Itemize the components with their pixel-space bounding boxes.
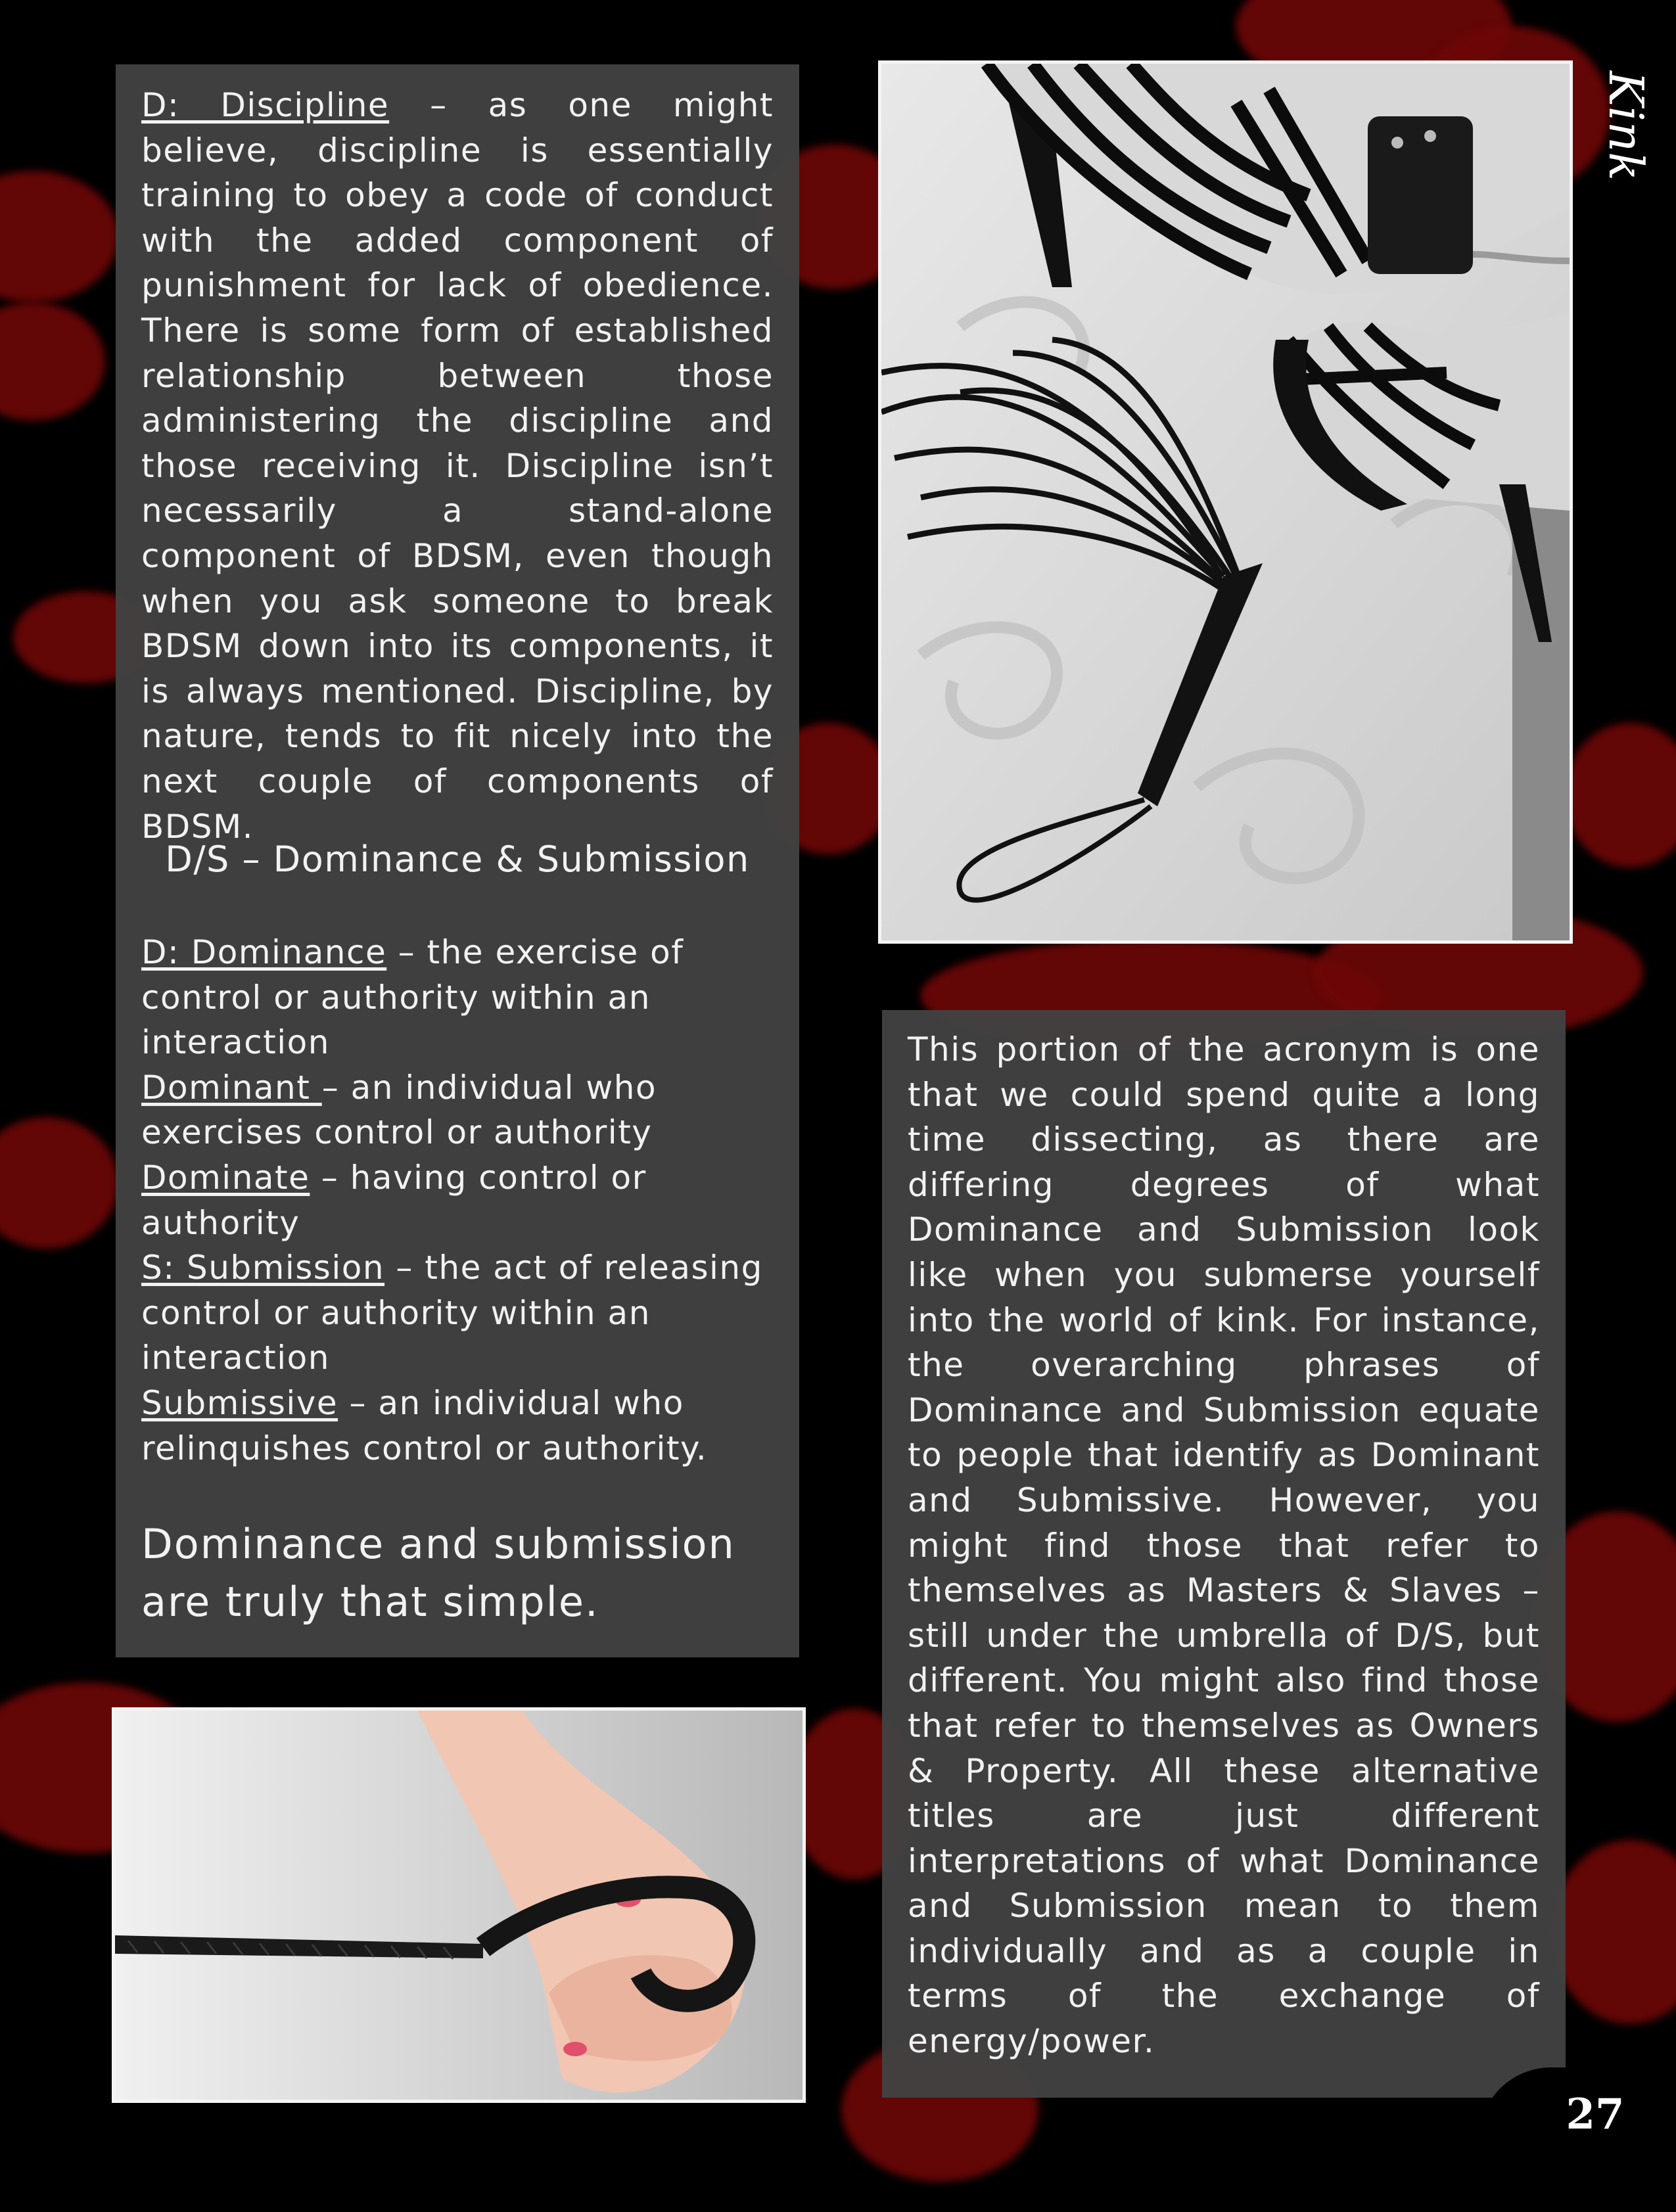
hand-rope-illustration: [115, 1711, 803, 2100]
ds-subheading: D/S – Dominance & Submission: [165, 839, 750, 880]
definition-term: S: Submission: [141, 1249, 385, 1287]
definition-item: [141, 1245, 774, 1381]
discipline-paragraph: [141, 83, 774, 849]
definition-item: [141, 1065, 774, 1155]
definition-text: – the exercise of control or authority within an interaction: [141, 933, 684, 1062]
discipline-text: – as one might believe, discipline is essentially training to obey a code of conduct with the added component of punishment for lack of obedience. There is some form of established relationship between those administering the discipline and those receiving it. Discipline isn’t necessarily a stand-alone component of BDSM, even though when you ask someone to break BDSM down into its components, it is always mentioned. Discipline, by nature, tends to fit nicely into the next couple of components of BDSM.: [141, 86, 774, 846]
definition-text: – an individual who exercises control or authority: [141, 1068, 657, 1152]
heels-flogger-illustration: [881, 64, 1570, 940]
right-text-panel: [882, 1010, 1566, 2098]
page-number: 27: [1566, 2090, 1625, 2139]
definition-text: – having control or authority: [141, 1158, 647, 1242]
photo-hand-rope: [112, 1707, 806, 2103]
definitions-list: [141, 930, 774, 1471]
section-label: Kink: [1598, 71, 1654, 181]
ds-explanation-paragraph: This portion of the acronym is one that we could spend quite a long time dissecting, as there are differing degrees of what Dominance and Submission look like when you submerse yourself into the world of kink. For instance, the overarching phrases of Dominance and Submission equate to people that identify as Dominant and Submissive. However, you might find those that refer to themselves as Masters & Slaves – still under the umbrella of D/S, but different. You might also find those that refer to themselves as Owners & Property. All these alternative titles are just different interpretations of what Dominance and Submission mean to them individually and as a couple in terms of the exchange of energy/power.: [908, 1030, 1540, 2061]
definition-item: [141, 930, 774, 1065]
definition-term: Submissive: [141, 1383, 338, 1422]
discipline-term: D: Discipline: [141, 86, 390, 124]
definition-item: [141, 1381, 774, 1471]
definition-term: D: Dominance: [141, 933, 387, 971]
left-text-panel: [116, 64, 799, 1657]
definition-term: Dominant: [141, 1068, 322, 1107]
closing-statement: Dominance and submission are truly that simple.: [141, 1520, 735, 1626]
photo-heels-flogger: [878, 60, 1573, 944]
page-number-tab: [1479, 2067, 1676, 2212]
definition-text: – the act of releasing control or authority within an interaction: [141, 1249, 763, 1377]
definition-text: – an individual who relinquishes control or authority.: [141, 1383, 708, 1467]
definition-term: Dominate: [141, 1158, 310, 1197]
definition-item: [141, 1155, 774, 1245]
